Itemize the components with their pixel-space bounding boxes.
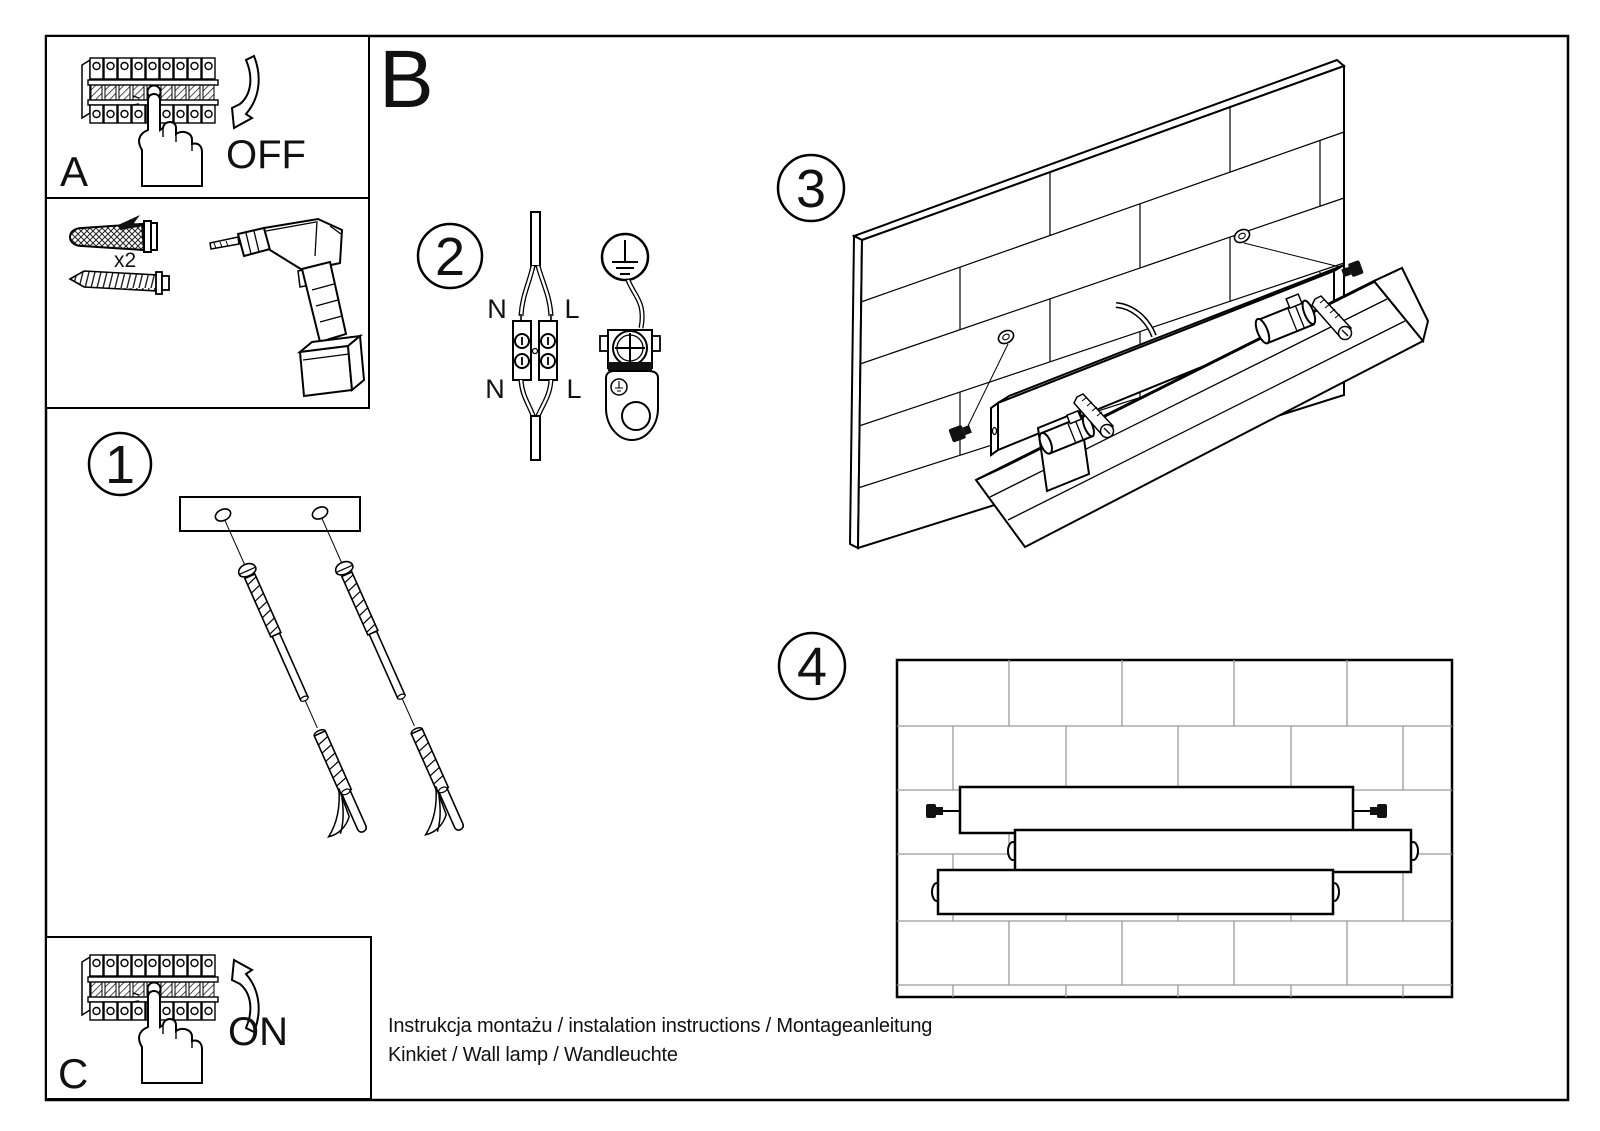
svg-text:1: 1	[104, 435, 136, 495]
off-label: OFF	[226, 133, 306, 177]
panel-a-letter: A	[60, 148, 89, 195]
screw-icon	[1377, 804, 1387, 818]
svg-text:4: 4	[796, 637, 828, 697]
svg-text:2: 2	[434, 227, 466, 287]
terminal-label-n-top: N	[487, 294, 507, 324]
step-4-badge	[779, 633, 845, 699]
step-1-badge	[89, 433, 151, 495]
panel-c-letter: C	[58, 1050, 89, 1097]
footer-line-1: Instrukcja montażu / instalation instructions / Montageanleitung	[388, 1015, 933, 1037]
section-label-b: B	[379, 34, 434, 125]
terminal-label-n-bottom: N	[485, 374, 505, 404]
on-label: ON	[228, 1010, 288, 1054]
wall-front-illustration	[897, 660, 1452, 997]
footer-line-2: Kinkiet / Wall lamp / Wandleuchte	[388, 1044, 678, 1066]
screw-icon	[926, 804, 936, 818]
terminal-label-l-top: L	[564, 294, 580, 324]
quantity-label: x2	[114, 249, 137, 272]
terminal-label-l-bottom: L	[566, 374, 582, 404]
step-2-badge	[418, 224, 482, 288]
step-3-badge	[778, 155, 844, 221]
mounting-plate	[180, 497, 360, 531]
svg-text:3: 3	[795, 159, 827, 219]
